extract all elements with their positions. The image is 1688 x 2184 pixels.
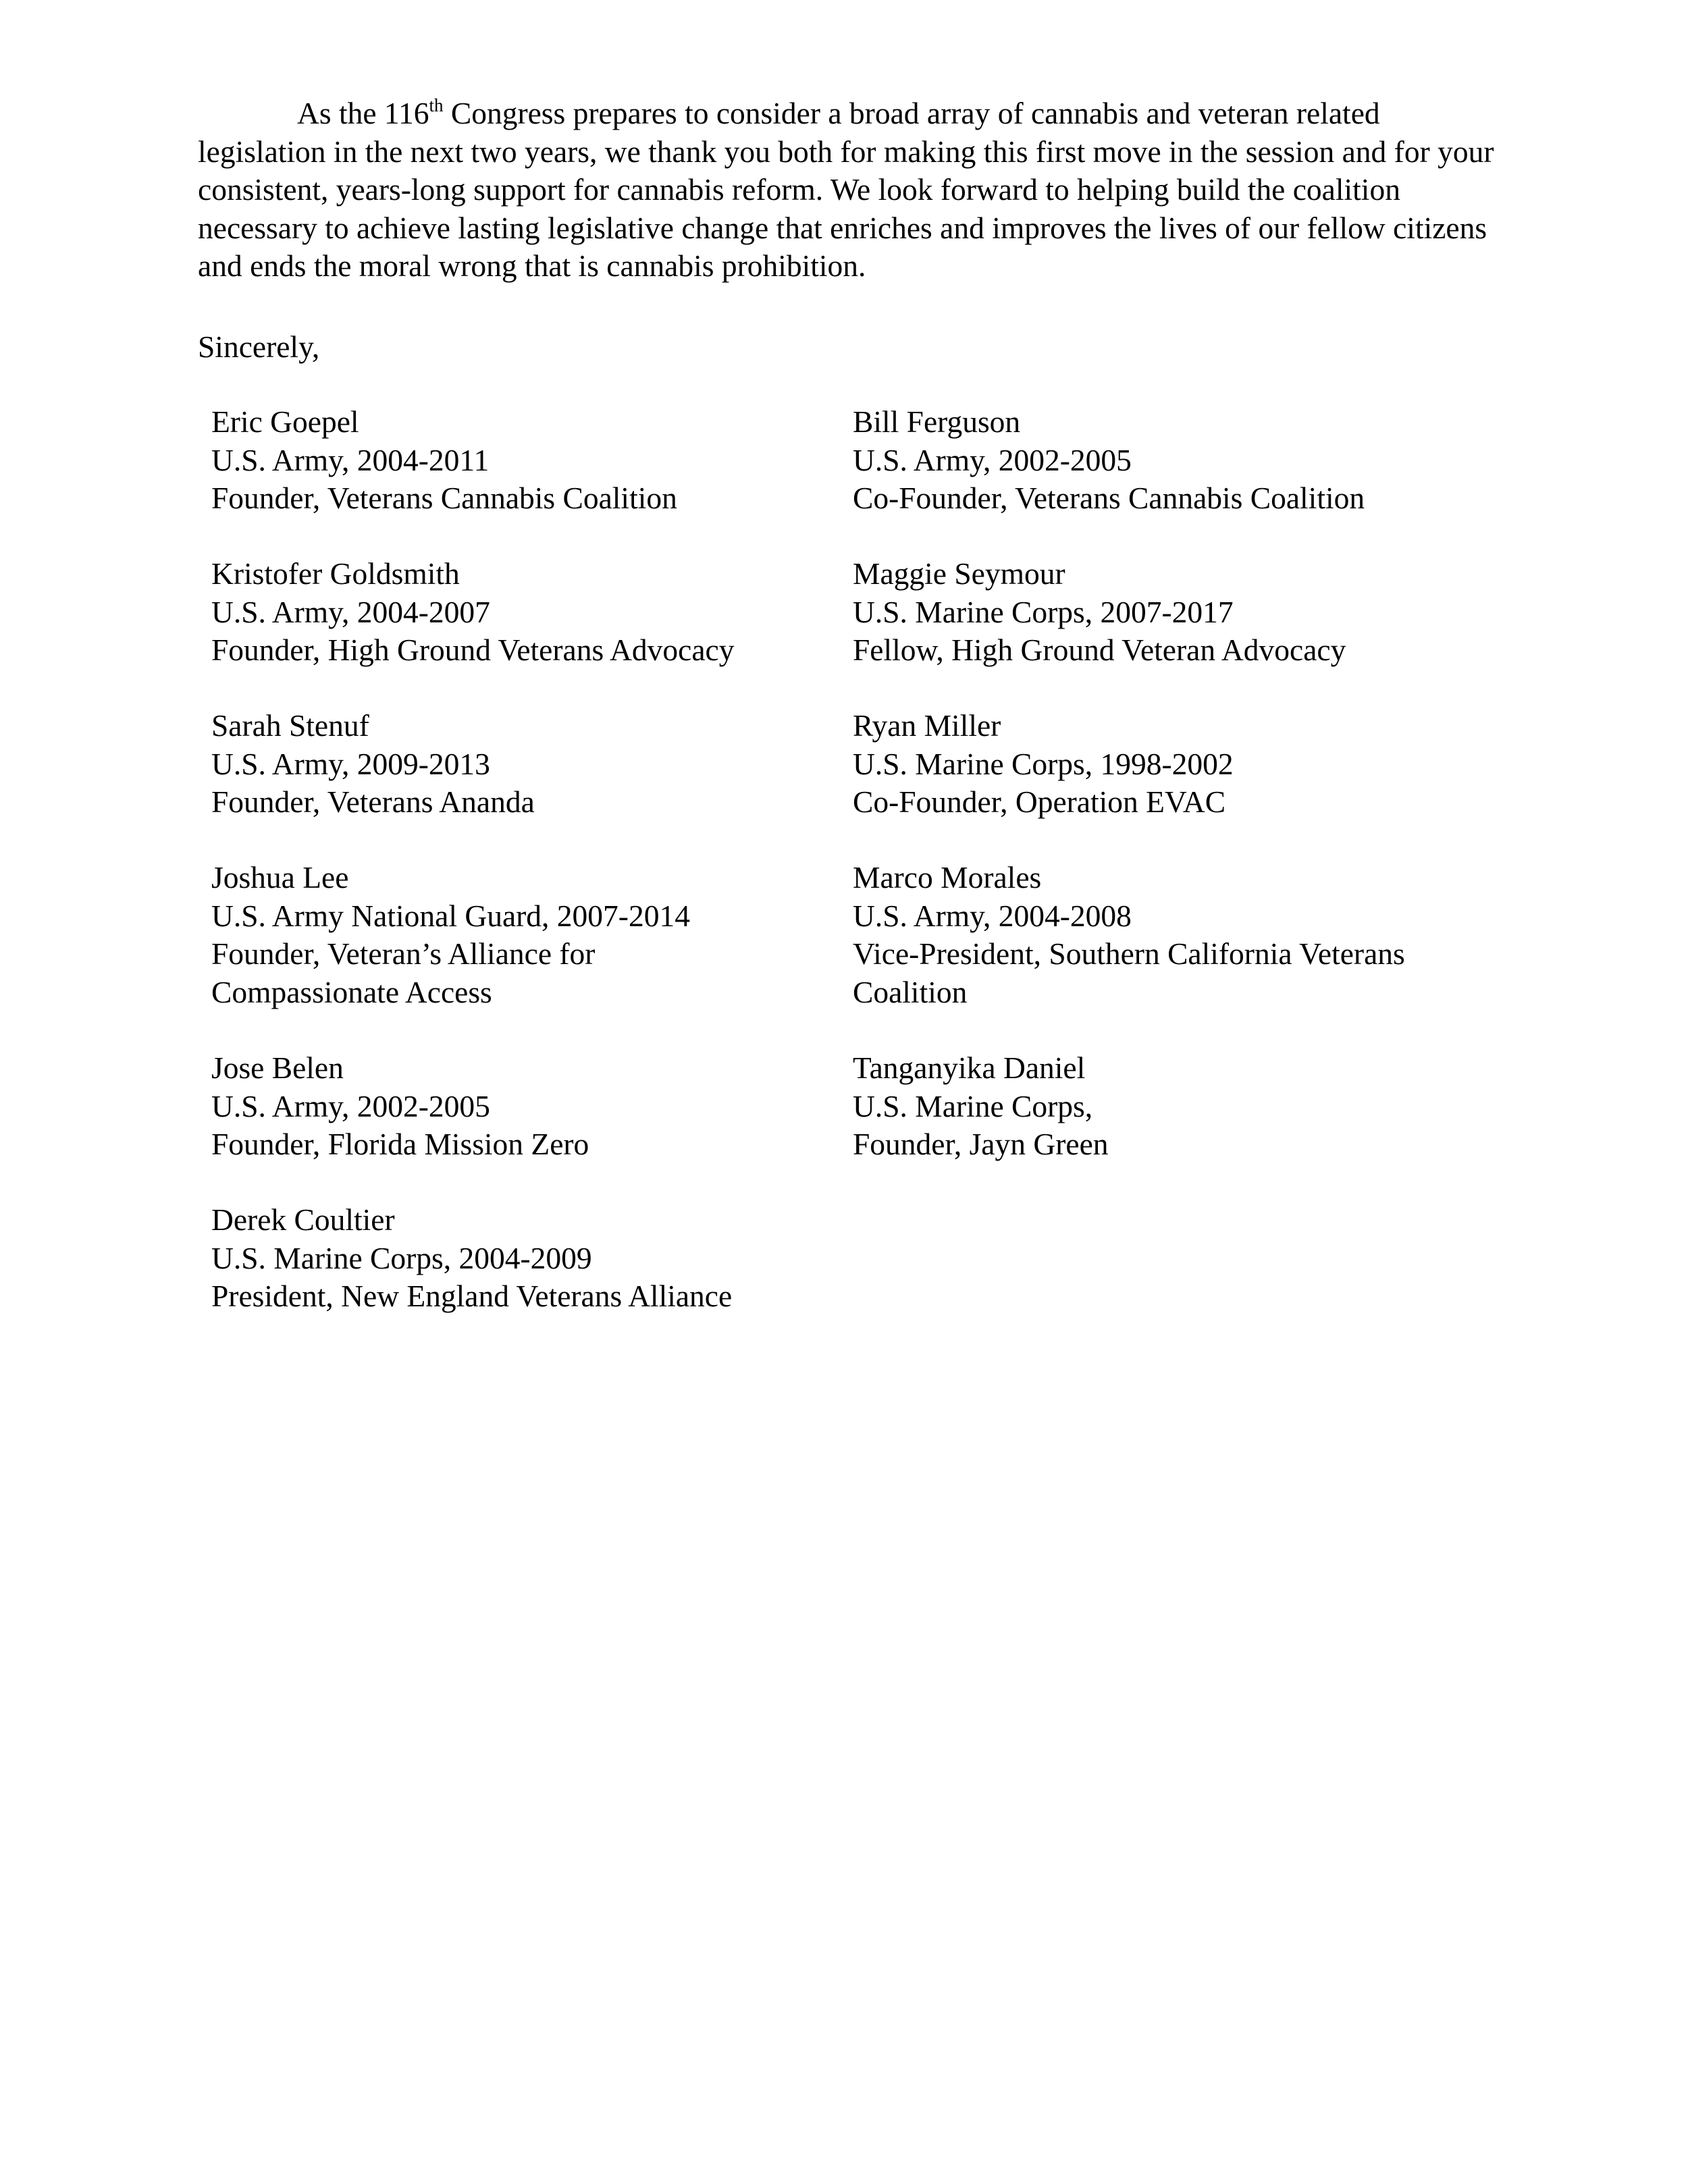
- signatory-name: Marco Morales: [853, 860, 1042, 895]
- signatory-role: Co-Founder, Operation EVAC: [853, 784, 1226, 819]
- signatory-block: [211, 859, 833, 1011]
- signatory-name: Eric Goepel: [211, 404, 359, 439]
- signatory-role: Co-Founder, Veterans Cannabis Coalition: [853, 481, 1365, 515]
- signatory-role: Founder, Veteran’s Alliance for: [211, 936, 596, 971]
- signatory-service: U.S. Marine Corps, 2007-2017: [853, 594, 1234, 629]
- signatory-role: Founder, Florida Mission Zero: [211, 1127, 589, 1161]
- signatory-role: Founder, Veterans Ananda: [211, 784, 535, 819]
- signatory-role-continued: Compassionate Access: [211, 974, 492, 1009]
- signatory-service: U.S. Army, 2002-2005: [211, 1088, 490, 1123]
- signatory-service: U.S. Army, 2004-2011: [211, 442, 490, 477]
- signatory-role: Fellow, High Ground Veteran Advocacy: [853, 633, 1346, 667]
- signatory-block: [853, 555, 1474, 670]
- signatory-name: Tanganyika Daniel: [853, 1050, 1086, 1085]
- signatory-block: [211, 403, 833, 518]
- signatory-service: U.S. Army, 2004-2007: [211, 594, 490, 629]
- signatory-name: Derek Coultier: [211, 1202, 395, 1237]
- signatory-service: U.S. Army, 2002-2005: [853, 442, 1132, 477]
- signatory-block: [853, 859, 1474, 1011]
- signatory-service: U.S. Army, 2009-2013: [211, 746, 490, 781]
- signatory-block: [853, 707, 1474, 822]
- signatory-role: Founder, Jayn Green: [853, 1127, 1109, 1161]
- signatory-service: U.S. Marine Corps, 1998-2002: [853, 746, 1234, 781]
- signatory-block: [853, 403, 1474, 518]
- signatory-block: [211, 1201, 833, 1316]
- signatory-block: [211, 1049, 833, 1164]
- signatory-service: U.S. Marine Corps, 2004-2009: [211, 1240, 592, 1275]
- signatory-role-continued: Coalition: [853, 974, 968, 1009]
- signatory-service: U.S. Army National Guard, 2007-2014: [211, 898, 690, 933]
- signatory-role: Vice-President, Southern California Veterans: [853, 936, 1405, 971]
- signatory-name: Joshua Lee: [211, 860, 349, 895]
- signatory-name: Kristofer Goldsmith: [211, 556, 460, 591]
- signatory-name: Jose Belen: [211, 1050, 344, 1085]
- paragraph-text: Congress prepares to consider a broad array of cannabis and veteran related legislation in the next two years, we thank you both for making this first move in the session and for your consistent, years-long support for cannabis reform. We look forward to helping build the coalition necessary to achieve lasting legislative change that enriches and improves the lives of our fellow citizens and ends the moral wrong that is cannabis prohibition.: [198, 96, 1494, 283]
- signatory-name: Bill Ferguson: [853, 404, 1021, 439]
- signatory-block: [211, 555, 833, 670]
- signatory-role: President, New England Veterans Alliance: [211, 1279, 733, 1313]
- signatory-service: U.S. Army, 2004-2008: [853, 898, 1132, 933]
- closing-salutation: Sincerely,: [198, 329, 320, 364]
- signatory-name: Maggie Seymour: [853, 556, 1065, 591]
- ordinal-superscript: th: [429, 95, 444, 115]
- signatory-service: U.S. Marine Corps,: [853, 1088, 1093, 1123]
- signatory-block: [211, 707, 833, 822]
- paragraph-prefix: As the 116: [297, 96, 429, 130]
- signatory-name: Sarah Stenuf: [211, 708, 369, 743]
- signatory-role: Founder, High Ground Veterans Advocacy: [211, 633, 735, 667]
- signatory-name: Ryan Miller: [853, 708, 1001, 743]
- body-paragraph: [198, 95, 1501, 286]
- signatory-block: [853, 1049, 1474, 1164]
- signatory-role: Founder, Veterans Cannabis Coalition: [211, 481, 677, 515]
